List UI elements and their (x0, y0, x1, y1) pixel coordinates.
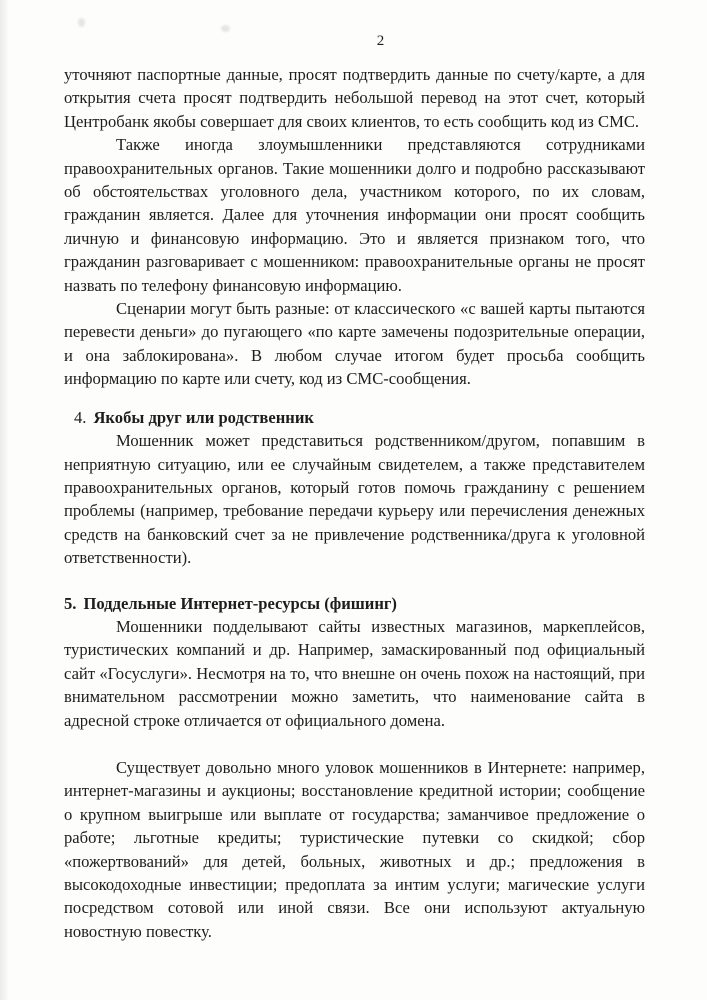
heading-number: 4. (74, 407, 87, 427)
paragraph: Существует довольно много уловок мошенников в Интернете: например, интернет-магазины и аукционы; восстановление кредитной истории; сообщение о крупном выигрыше или выплате от государства; заманчивое предложение о работе; льготные кредиты; туристические путевки со скидкой; сбор «пожертвований» для детей, больных, животных и др.; предложения в высокодоходные инвестиции; предоплата за интим услуги; магические услуги посредством сотовой или иной связи. Все они используют актуальную новостную повестку. (64, 757, 645, 941)
scan-speck-artifact (78, 18, 85, 27)
page-number: 2 (376, 33, 385, 49)
paragraph-continuation: уточняют паспортные данные, просят подтвердить данные по счету/карте, а для открытия счета просят подтвердить небольшой перевод на этот счет, который Центробанк якобы совершает для своих клиентов, то есть сообщить код из СМС. (64, 65, 645, 131)
paragraph: Также иногда злоумышленники представляются сотрудниками правоохранительных органов. Такие мошенники долго и подробно рассказывают об обстоятельствах уголовного дела, участником которого, по их словам, гражданин является. Далее для уточнения информации они просят сообщить личную и финансовую информацию. Это и является признаком того, что гражданин разговаривает с мошенником: правоохранительные органы не просят назвать по телефону финансовую информацию. (64, 135, 645, 295)
paragraph: Мошенники подделывают сайты известных магазинов, маркеплейсов, туристических компаний и др. Например, замаскированный под официальный сайт «Госуслуги». Несмотря на то, что внешне он очень похож на настоящий, при внимательном рассмотрении можно заметить, что наименование сайта в адресной строке отличается от официального домена. (64, 616, 645, 730)
heading-number: 5. (64, 593, 77, 613)
section-heading-5 (64, 592, 645, 615)
heading-title: Якобы друг или родственник (93, 407, 314, 427)
section-heading-4 (64, 406, 645, 429)
paragraph: Мошенник может представиться родственником/другом, попавшим в неприятную ситуацию, или ее случайным свидетелем, а также представителем правоохранительных органов, который готов помочь гражданину с решением проблемы (например, требование передачи курьеру или перечисления денежных средств на банковский счет за не привлечение родственника/друга к уголовной ответственности). (64, 431, 645, 568)
heading-title: Поддельные Интернет-ресурсы (фишинг) (83, 593, 397, 613)
scan-speck-artifact (221, 25, 230, 32)
document-body (0, 63, 707, 943)
paragraph: Сценарии могут быть разные: от классического «с вашей карты пытаются перевести деньги» до пугающего «по карте замечены подозрительные операции, и она заблокирована». В любом случае итогом будет просьба сообщить информацию по карте или счету, код из СМС-сообщения. (64, 299, 645, 389)
